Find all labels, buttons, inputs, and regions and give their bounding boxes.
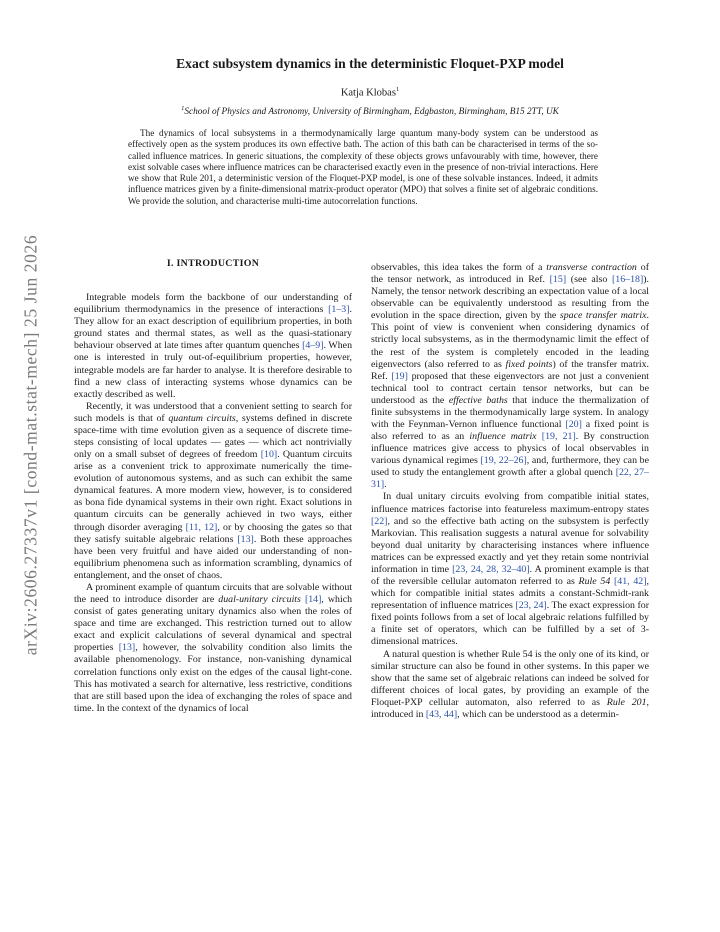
text-span: ) of the transfer matrix. Ref. [371,358,650,382]
text-span: (see also [566,274,612,286]
emphasis: transverse contraction [546,262,637,273]
paragraph [74,401,352,582]
citation-link[interactable]: [15] [549,274,567,286]
citation-link[interactable]: [19, 22–26] [480,455,527,467]
citation-link[interactable]: [22, 27–31] [371,467,649,491]
emphasis: space transfer matrix [559,310,647,322]
citation-link[interactable]: [1–3] [328,304,350,316]
paper-header [110,56,630,117]
text-span: ). Namely, the tensor network describing an expectation value of a local observable can be equivalently understood as resulting from the evolution in the space direction, given by the [371,274,650,322]
emphasis: effective baths [448,394,508,406]
text-span: observables, this idea takes the form of a [371,262,547,273]
left-column [74,258,352,715]
citation-link[interactable]: [19, 21] [541,431,576,443]
emphasis: dual-unitary circuits [218,594,301,606]
text-span: . By construction influence matrices give access to physics of local observables in various dynamical regimes [371,431,649,467]
emphasis: Rule 201 [606,696,647,708]
text-span: , which consist of gates generating unitary dynamics also when the roles of space and time are exchanged. This restriction turned out to allow exact and explicit calculations of several dynamical and spectral properties [74,594,353,654]
text-span: , and so the effective bath acting on the subsystem is perfectly Markovian. This realisation suggests a natural avenue for solvability beyond dual unitarity by characterising instances where influence matrices can be expressed exactly and yet they retain some nontrivial information in time [371,515,649,575]
paragraph [74,582,352,715]
author-line [110,86,630,99]
citation-link[interactable]: [22] [371,515,388,527]
right-column [371,262,649,721]
affiliation-line [110,105,630,117]
text-span: A natural question is whether Rule 54 is the only one of its kind, or similar structure can also be found in other systems. In this paper we show that the same set of algebraic relations can indeed be solved for different choices of local gates, by providing an example of the Floquet-PXP cellular automaton, also referred to as [371,648,649,708]
text-span: , introduced in [371,696,649,720]
text-span: of the tensor network, as introduced in Ref. [371,262,649,286]
citation-link[interactable]: [23, 24, 28, 32–40] [452,563,530,575]
text-span: Integrable models form the backbone of our understanding of equilibrium thermodynamics in the presence of interactions [74,292,352,316]
citation-link[interactable]: [16–18] [611,274,644,286]
text-span: a fixed point is also referred to as an [371,419,650,443]
citation-link[interactable]: [19] [391,370,408,382]
paragraph [371,649,649,721]
emphasis: Rule 54 [578,576,611,588]
text-span: . Quantum circuits arise as a convenient trick to approximate numerically the time-evolution of autonomous systems, and as such can exhibit the same dynamical features. A more modern view, however, is to considered as bona fide dynamical systems in their own right. Exact solutions in quantum circuits can be generally achieved in two ways, either through disorder averaging [74,449,352,533]
section-heading: I. INTRODUCTION [166,258,260,269]
citation-link[interactable]: [10] [260,449,278,461]
paragraph [371,491,649,648]
text-span: , however, the solvability condition also limits the available phenomenology. For instance, non-vanishing dynamical correlation functions only exist on the edges of the causal light-cone. This has motivated a search for alternative, less restrictive, conditions that are still based upon the idea of exchanging the roles of space and time. In the context of the dynamics of local [74,642,352,714]
citation-link[interactable]: [41, 42] [614,576,647,588]
text-span: . Both these approaches have been very fruitful and have aided our understanding of non-equilibrium phenomena such as information scrambling, dynamics of entanglement, and the onset of chaos. [74,533,352,581]
paragraph [74,292,352,401]
citation-link[interactable]: [23, 24] [515,600,547,612]
text-span: , or by choosing the gates so that they satisfy suitable algebraic relations [74,521,353,545]
arxiv-stamp [18,230,44,660]
affil-sup: 1 [181,104,185,112]
citation-link[interactable]: [13] [118,642,136,654]
text-span: . A prominent example is that of the reversible cellular automaton referred to as [371,563,650,588]
paper-title: Exact subsystem dynamics in the deterministic Floquet-PXP model [176,56,564,71]
author-sup: 1 [395,86,400,93]
text-span: . They allow for an exact description of equilibrium properties, in both ground states and thermal states, as well as the quasi-stationary behaviour observed at late times after quantum quenches [74,304,352,352]
emphasis: quantum circuits [168,412,236,424]
citation-link[interactable]: [43, 44] [425,708,458,720]
citation-link[interactable]: [4–9] [302,340,324,352]
text-span: A prominent example of quantum circuits that are solvable without the need to introduce disorder are [74,581,352,606]
paragraph [371,262,649,491]
citation-link[interactable]: [13] [237,533,254,545]
text-span: , which can be understood as a determin- [457,708,619,720]
text-span: . [384,479,387,491]
arxiv-stamp-text: arXiv:2606.27337v1 [cond-mat.stat-mech] 25 Jun 2026 [20,234,41,656]
text-span: Recently, it was understood that a convenient setting to search for such models is that of [74,400,352,424]
text-span: . This point of view is convenient when considering dynamics of strictly local subsystems, as in the thermodynamic limit the effect of the rest of the system is completely encoded in the leading eigenvectors (also referred to as [371,310,649,370]
text-span: that induce the thermalization of finite subsystems in the thermodynamically large system. In analogy with the Feynman-Vernon influence functional [371,394,649,431]
emphasis: fixed points [505,358,553,370]
abstract: The dynamics of local subsystems in a thermodynamically large quantum many-body system can be understood as effectively open as the system produces its own effective bath. The action of this bath can be characterised in terms of the so-called influence matrices. In generic situations, the complexity of these objects grows unfavourably with time, however, there exist solvable cases where influence matrices can be characterised exactly even in the presence of non-trivial interactions. Here we show that Rule 201, a deterministic version of the Floquet-PXP model, is one of these solvable instances. Indeed, it admits influence matrices given by a finite-dimensional matrix-product operator (MPO) that solves a finite set of algebraic conditions. We provide the solution, and characterise multi-time autocorrelation functions. [128,128,598,206]
affiliation: School of Physics and Astronomy, University of Birmingham, Edgbaston, Birmingham, B15 2TT, UK [184,106,559,117]
citation-link[interactable]: [11, 12] [185,521,218,533]
text-span: In dual unitary circuits evolving from compatible initial states, influence matrices factorise into featureless maximum-entropy states [371,491,649,515]
text-span: proposed that these eigenvectors are not just a convenient technical tool to contract certain tensor networks, but can be understood as the [371,370,649,406]
author-name: Katja Klobas [340,87,396,99]
citation-link[interactable]: [14] [304,594,322,606]
emphasis: influence matrix [469,431,537,443]
text-span: , which for compatible initial states admits a constant-Schmidt-rank representation of influence matrices [371,576,649,612]
text-span: , and, furthermore, they can be used to study the entanglement growth after a global quench [371,455,649,479]
citation-link[interactable]: [20] [565,419,582,431]
text-span: . When one is interested in truly out-of-equilibrium properties, however, integrable models are far harder to analyse. It is therefore desirable to find a new class of interacting systems whose dynamics can be exactly described as well. [74,340,353,400]
text-span: . The exact expression for fixed points follows from a set of local algebraic relations fulfilled by a finite set of operators, which can be fulfilled by a set of 3-dimensional matrices. [371,600,649,648]
text-span: , systems defined in discrete space-time with time evolution given as a sequence of discrete time-steps consisting of local updates — gates — which act nontrivially only on a small subset of degrees of freedom [74,412,352,461]
